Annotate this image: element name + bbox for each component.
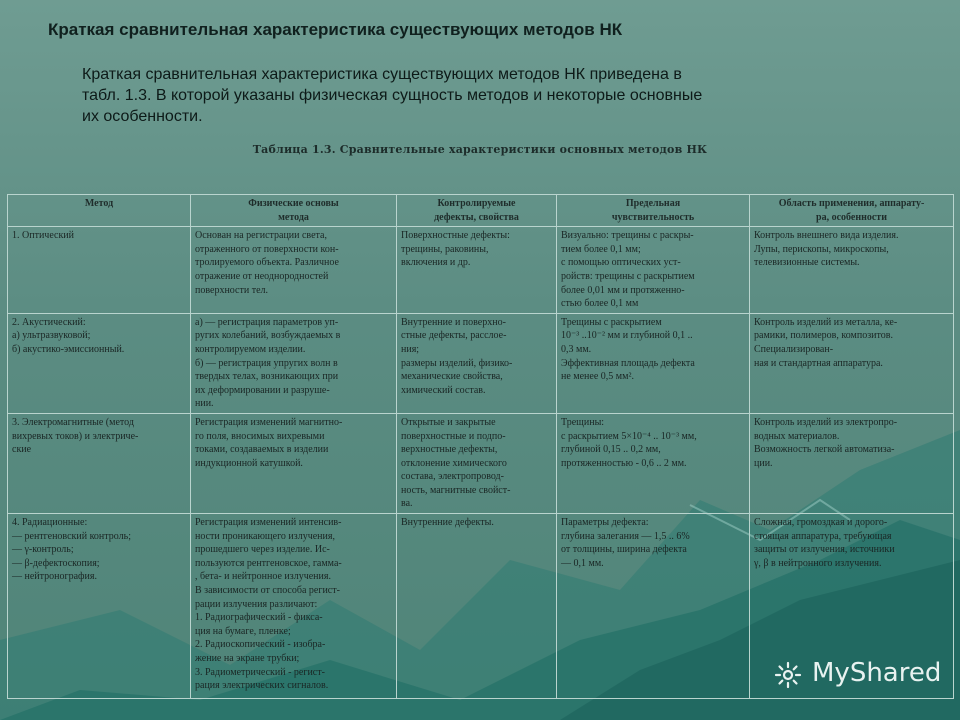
- cell-line: дефекты, свойства: [434, 211, 519, 223]
- cell-line: ва.: [401, 498, 413, 510]
- cell-line: ругих колебаний, возбуждаемых в: [195, 330, 341, 342]
- cell-line: механические свойства,: [401, 371, 503, 383]
- table-cell: [557, 313, 750, 413]
- cell-line: включения и др.: [401, 257, 471, 269]
- cell-line: прошедшего через изделие. Ис-: [195, 544, 330, 556]
- cell-line: с раскрытием 5×10⁻⁴ .. 10⁻³ мм,: [561, 430, 697, 442]
- table-caption: Таблица 1.3. Сравнительные характеристики основных методов НК: [252, 143, 708, 156]
- table-cell: [397, 313, 557, 413]
- cell-line: метода: [278, 211, 309, 223]
- cell-line: пользуются рентгеновское, гамма-: [195, 557, 342, 569]
- cell-line: — γ-контроль;: [12, 544, 74, 556]
- cell-line: 10⁻³ ..10⁻² мм и глубиной 0,1 ..: [561, 330, 693, 342]
- cell-line: Предельная: [625, 198, 681, 209]
- cell-line: индукционной катушкой.: [195, 457, 303, 469]
- cell-line: нии.: [195, 398, 214, 410]
- cell-line: токами, создаваемых в изделии: [195, 444, 329, 456]
- table-row: [8, 413, 954, 513]
- cell-line: Визуально: трещины с раскры-: [561, 230, 694, 242]
- cell-line: Внутренние дефекты.: [401, 517, 494, 529]
- cell-line: го поля, вносимых вихревыми: [195, 430, 325, 442]
- cell-line: ния;: [401, 343, 420, 355]
- intro-text: [82, 64, 922, 127]
- table-cell: [8, 313, 191, 413]
- cell-line: Контроль изделий из металла, ке-: [754, 316, 898, 328]
- table-header-row: [8, 195, 954, 227]
- cell-line: водных материалов.: [754, 430, 840, 442]
- cell-line: γ, β в нейтронного излучения.: [754, 557, 882, 569]
- cell-line: Трещины:: [561, 416, 605, 428]
- table-cell: [750, 313, 954, 413]
- table-cell: [191, 514, 397, 699]
- cell-line: Открытые и закрытые: [401, 416, 496, 428]
- cell-line: ность, магнитные свойст-: [401, 484, 511, 496]
- cell-line: Эффективная площадь дефекта: [561, 357, 695, 369]
- cell-line: а) ультразвуковой;: [12, 330, 91, 342]
- cell-line: а) — регистрация параметров уп-: [195, 316, 339, 328]
- cell-line: от толщины, ширина дефекта: [561, 544, 687, 556]
- cell-line: глубина залегания — 1,5 .. 6%: [561, 530, 690, 542]
- cell-line: рации излучения различают:: [195, 598, 318, 610]
- cell-line: ции.: [754, 457, 773, 469]
- header-cell: [8, 195, 191, 227]
- cell-line: Метод: [84, 198, 114, 209]
- cell-line: их деформировании и разруше-: [195, 384, 330, 396]
- watermark-brand: MyShared: [812, 658, 942, 688]
- cell-line: 1. Радиографический - фикса-: [195, 612, 323, 624]
- cell-line: — 0,1 мм.: [561, 557, 604, 569]
- cell-line: поверхности тел.: [195, 284, 269, 296]
- cell-line: тролируемого объекта. Различное: [195, 257, 339, 269]
- table-cell: [8, 227, 191, 314]
- cell-line: стоящая аппаратура, требующая: [754, 530, 892, 542]
- cell-line: — β-дефектоскопия;: [12, 557, 100, 569]
- cell-line: отражение от неоднородностей: [195, 270, 329, 282]
- cell-line: тием более 0,1 мм;: [561, 243, 641, 255]
- cell-line: химический состав.: [401, 384, 486, 396]
- cell-line: отклонение химического: [401, 457, 507, 469]
- cell-line: с помощью оптических уст-: [561, 257, 681, 269]
- cell-line: ности проникающего излучения,: [195, 530, 335, 542]
- cell-line: ция на бумаге, пленке;: [195, 625, 291, 637]
- cell-line: ские: [12, 444, 32, 456]
- cell-line: б) — регистрация упругих волн в: [195, 357, 338, 369]
- intro-line: их особенности.: [82, 108, 203, 125]
- cell-line: Регистрация изменений интенсив-: [195, 517, 342, 529]
- cell-line: Трещины с раскрытием: [561, 316, 662, 328]
- cell-line: размеры изделий, физико-: [401, 357, 513, 369]
- cell-line: ра, особенности: [816, 211, 887, 223]
- cell-line: Контролируемые: [437, 198, 516, 209]
- table-cell: [750, 413, 954, 513]
- cell-line: поверхностные и подпо-: [401, 430, 506, 442]
- cell-line: В зависимости от способа регист-: [195, 585, 340, 597]
- table-cell: [750, 227, 954, 314]
- cell-line: защиты от излучения, источники: [754, 544, 895, 556]
- cell-line: стные дефекты, расслое-: [401, 330, 507, 342]
- cell-line: более 0,01 мм и протяженно-: [561, 284, 685, 296]
- cell-line: Параметры дефекта:: [561, 517, 649, 529]
- table-cell: [557, 413, 750, 513]
- cell-line: контролируемом изделии.: [195, 343, 306, 355]
- table-cell: [8, 413, 191, 513]
- cell-line: 3. Электромагнитные (метод: [12, 416, 134, 428]
- cell-line: 2. Радиоскопический - изобра-: [195, 639, 326, 651]
- cell-line: Внутренние и поверхно-: [401, 316, 506, 328]
- cell-line: , бета- и нейтронное излучения.: [195, 571, 331, 583]
- table-cell: [397, 514, 557, 699]
- header-cell: [397, 195, 557, 227]
- cell-line: — нейтронография.: [12, 571, 97, 583]
- cell-line: Контроль внешнего вида изделия.: [754, 230, 899, 242]
- intro-line: Краткая сравнительная характеристика существующих методов НК приведена в: [82, 66, 682, 83]
- cell-line: протяженностью - 0,6 .. 2 мм.: [561, 457, 687, 469]
- cell-line: твердых телах, возникающих при: [195, 371, 339, 383]
- cell-line: вихревых токов) и электриче-: [12, 430, 139, 442]
- table-cell: [8, 514, 191, 699]
- cell-line: трещины, раковины,: [401, 243, 489, 255]
- cell-line: жение на экране трубки;: [195, 653, 300, 664]
- table-cell: [557, 227, 750, 314]
- table-cell: [397, 413, 557, 513]
- cell-line: чувствительность: [611, 211, 695, 223]
- table-cell: [191, 413, 397, 513]
- header-cell: [750, 195, 954, 227]
- cell-line: ная и стандартная аппаратура.: [754, 357, 883, 369]
- cell-line: глубиной 0,15 .. 0,2 мм,: [561, 444, 661, 456]
- cell-line: отраженного от поверхности кон-: [195, 243, 339, 255]
- cell-line: — рентгеновский контроль;: [12, 530, 131, 542]
- cell-line: не менее 0,5 мм².: [561, 371, 634, 383]
- cell-line: стью более 0,1 мм: [561, 298, 639, 310]
- cell-line: Поверхностные дефекты:: [401, 230, 510, 242]
- slide-title: Краткая сравнительная характеристика существующих методов НК: [48, 20, 623, 39]
- cell-line: Специализирован-: [754, 343, 834, 355]
- cell-line: Физические основы: [248, 198, 339, 209]
- table-cell: [397, 227, 557, 314]
- cell-line: Контроль изделий из электропро-: [754, 416, 898, 428]
- cell-line: 4. Радиационные:: [12, 517, 88, 529]
- cell-line: рация электрических сигналов.: [195, 680, 329, 692]
- cell-line: верхностные дефекты,: [401, 444, 498, 456]
- table-row: [8, 313, 954, 413]
- cell-line: 3. Радиометрический - регист-: [195, 666, 325, 678]
- header-cell: [557, 195, 750, 227]
- cell-line: Регистрация изменений магнитно-: [195, 416, 343, 428]
- methods-comparison-table: [7, 194, 954, 699]
- table-cell: [191, 313, 397, 413]
- cell-line: Возможность легкой автоматиза-: [754, 444, 895, 456]
- cell-line: Область применения, аппарату-: [778, 198, 925, 209]
- cell-line: б) акустико-эмиссионный.: [12, 343, 125, 355]
- cell-line: 1. Оптический: [12, 230, 75, 242]
- cell-line: состава, электропровод-: [401, 471, 504, 483]
- cell-line: телевизионные системы.: [754, 257, 860, 269]
- cell-line: 0,3 мм.: [561, 343, 592, 355]
- table-row: [8, 227, 954, 314]
- cell-line: ройств: трещины с раскрытием: [561, 270, 695, 282]
- header-cell: [191, 195, 397, 227]
- intro-line: табл. 1.3. В которой указаны физическая сущность методов и некоторые основные: [82, 87, 703, 104]
- cell-line: рамики, полимеров, композитов.: [754, 330, 893, 342]
- cell-line: Основан на регистрации света,: [195, 230, 327, 242]
- cell-line: Сложная, громоздкая и дорого-: [754, 517, 888, 529]
- cell-line: 2. Акустический:: [12, 316, 86, 328]
- table-cell: [191, 227, 397, 314]
- table-cell: [557, 514, 750, 699]
- cell-line: Лупы, перископы, микроскопы,: [754, 243, 889, 255]
